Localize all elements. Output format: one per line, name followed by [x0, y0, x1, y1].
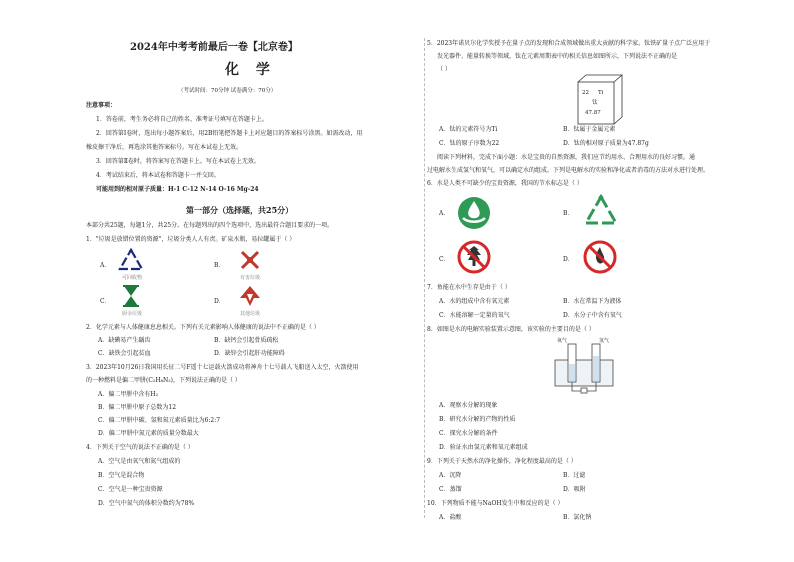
q1-option-label: 其他垃圾: [239, 311, 260, 317]
q4-option: A．空气是由氧气和氮气组成的: [98, 458, 181, 465]
q8-option: A．观察水分解的现象: [439, 402, 498, 409]
q3-option: B．偏二甲肼中原子总数为12: [98, 404, 177, 411]
q7-option: A．水的组成中含有氧元素: [439, 298, 510, 305]
part1-intro: 本部分共25题，每题1分，共25分。在每题列出的四个选项中，选出最符合题目要求的一项。: [86, 222, 334, 229]
q9-option: C．蒸馏: [439, 486, 462, 493]
q5-stem: 发光器件、能量转换等领域，钛在元素周期表中的相关信息如图所示，下列说法不正确的是: [437, 53, 678, 60]
q2-option: A．缺碘易产生龋齿: [98, 337, 151, 344]
subject-title: 化 学: [225, 62, 276, 78]
q7-option: B．水在常温下为液体: [563, 298, 622, 305]
no-logging-icon: [457, 240, 491, 274]
right-column: [403, 0, 794, 562]
q2-stem: 2．化学元素与人体健康息息相关。下列有关元素影响人体健康的说法中不正确的是（ ）: [86, 324, 320, 331]
reading-text: 过电解水生成氢气和氧气，可以确定水的组成。下列是电解水的实验和净化或者消毒的方法对水进行处理。: [427, 167, 710, 174]
q9-option: B．过滤: [563, 472, 586, 479]
water-drop-icon: [457, 196, 491, 230]
oxygen-label: 氧气: [557, 338, 568, 344]
q8-option: D．验证水由氢元素和氧元素组成: [439, 444, 528, 451]
q9-option: A．沉降: [439, 472, 462, 479]
recycle-triangle-icon: [583, 194, 619, 228]
element-name: 钛: [592, 100, 598, 106]
element-symbol: Ti: [598, 90, 604, 96]
q10-option: B．氯化钠: [563, 514, 592, 521]
q1-option-label: 可回收物: [121, 275, 142, 281]
q3-stem: 3．2023年10月26日我国用长征二号F遥十七运载火箭成功将神舟十七号载人飞船送入太空，火箭使用: [86, 364, 359, 371]
electrolysis-apparatus: [551, 338, 617, 394]
element-card: [577, 74, 623, 126]
q8-option: B．研究水分解的产物的性质: [439, 416, 516, 423]
q7-option: D．水分子中含有氧气: [563, 312, 622, 319]
q1-option-letter: A．: [100, 262, 111, 269]
q10-stem: 10．下列物质不能与NaOH发生中和反应的是（ ）: [427, 500, 564, 507]
hydrogen-label: 氢气: [599, 338, 610, 344]
q6-option-letter: D．: [563, 256, 574, 263]
q1-option-letter: B．: [214, 262, 225, 269]
note-line: 橡皮擦干净后，再选涂其他答案标号。写在本试卷上无效。: [86, 144, 243, 151]
note-line: 2．回答第Ⅰ卷时，选出每小题答案后，用2B铅笔把答题卡上对应题目的答案标号涂黑。如需改动，用: [96, 130, 363, 137]
exam-title: 2024年中考考前最后一卷【北京卷】: [130, 42, 298, 53]
note-line: 3．回答第Ⅱ卷时，将答案写在答题卡上。写在本试卷上无效。: [96, 158, 260, 165]
q6-stem: 6．水是人类不可缺少的宝贵资源，我国的节水标志是（ ）: [427, 180, 583, 187]
q4-option: D．空气中氮气的体积分数约为78%: [98, 500, 195, 507]
no-fire-icon: [583, 240, 617, 274]
q4-option: C．空气是一种宝贵资源: [98, 486, 163, 493]
element-number: 22: [582, 90, 589, 96]
q5-stem: 5．2023年诺贝尔化学奖授予在量子点的发现和合成领域做出重大贡献的科学家。钛铁矿量子点广泛应用于: [427, 40, 711, 47]
q7-option: C．水能溶解一定量的氧气: [439, 312, 510, 319]
q2-option: B．缺钙会引起骨质疏松: [214, 337, 279, 344]
q8-option: C．探究水分解的条件: [439, 430, 498, 437]
reading-text: 阅读下列材料，完成下面小题：水是宝贵的自然资源，我们应节约用水、合理用水的良好习惯。通: [437, 154, 696, 161]
notes-heading: 注意事项：: [86, 102, 117, 109]
q1-option-letter: D．: [214, 298, 225, 305]
q10-option: A．盐酸: [439, 514, 462, 521]
q5-option: D．钛的相对原子质量为47.87g: [563, 140, 649, 147]
q3-option: A．偏二甲肼中含有H₂: [98, 391, 158, 398]
q4-stem: 4．下列关于空气的说法不正确的是（ ）: [86, 444, 194, 451]
hazard-icon: [238, 248, 262, 272]
q6-option-letter: C．: [439, 256, 450, 263]
recycle-icon: [118, 248, 144, 272]
note-line: 1．答卷前，考生务必将自己的姓名、准考证号填写在答题卡上。: [96, 116, 268, 123]
kitchen-waste-icon: [120, 284, 142, 308]
other-waste-icon: [238, 284, 262, 308]
part1-heading: 第一部分（选择题，共25分）: [186, 205, 294, 215]
q5-paren: （ ）: [437, 66, 451, 73]
q1-stem: 1．"垃圾是放错位置的资源"，垃圾分类人人有责。矿泉水瓶、易拉罐属于（ ）: [86, 236, 296, 243]
q8-stem: 8．如图是水的电解实验装置示意图，该实验的主要目的是（ ）: [427, 326, 595, 333]
electrolysis-diagram: [551, 338, 617, 394]
element-mass: 47.87: [585, 110, 601, 116]
q5-option: B．钛属于金属元素: [563, 126, 616, 133]
q3-stem: 的一种燃料是偏二甲肼(C₂H₈N₂)，下列说法正确的是（ ）: [86, 377, 241, 384]
q3-option: D．偏二甲肼中氮元素的质量分数最大: [98, 430, 199, 437]
q6-option-letter: A．: [439, 210, 450, 217]
exam-info: （考试时间：70分钟 试卷满分：70分）: [178, 88, 277, 94]
atomic-masses: 可能用到的相对原子质量：H-1 C-12 N-14 O-16 Mg-24: [96, 186, 259, 193]
q1-option-label: 厨余垃圾: [121, 311, 142, 317]
note-line: 4．考试结束后，将本试卷和答题卡一并交回。: [96, 172, 220, 179]
q2-option: D．缺锌会引起肝功能障碍: [214, 350, 285, 357]
element-card-frame: [577, 74, 623, 126]
q9-option: D．吸附: [563, 486, 586, 493]
q4-option: B．空气是混合物: [98, 472, 145, 479]
q3-option: C．偏二甲肼中碳、氢和氮元素质量比为6:2:7: [98, 417, 221, 424]
q1-option-letter: C．: [100, 298, 111, 305]
q1-option-label: 有害垃圾: [239, 275, 260, 281]
q5-option: C．钛的原子序数为22: [439, 140, 500, 147]
q9-stem: 9．下列关于天然水的净化操作，净化程度最高的是（ ）: [427, 458, 577, 465]
q6-option-letter: B．: [563, 210, 574, 217]
q2-option: C．缺铁会引起贫血: [98, 350, 151, 357]
q5-option: A．钛的元素符号为Ti: [439, 126, 498, 133]
q7-stem: 7．鱼能在水中生存是由于（ ）: [427, 284, 511, 291]
